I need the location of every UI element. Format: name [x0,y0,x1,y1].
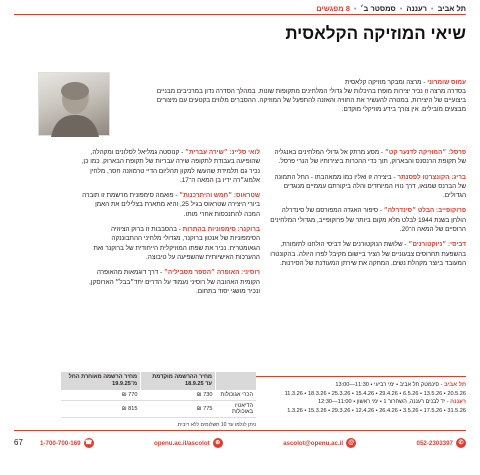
lecture-item: ברוקנר: סימפוניות בהתרות - בהסבבות זו ברוק הציוזיה הסימפוניות של אנטון ברוקנר, מגדולי מלחיני ההתבוננקה הגאומטרית. נכיר את שפתו המוזיקלית הייחודית של ברוקנר ואת ההערכות האישיותית שהשפיעה על טיבוצה. [93,226,260,261]
phone-contact[interactable] [417,438,466,448]
price-table [60,372,256,418]
lecture-item: רוסיני: האופרה ״הספר מסביליה״ - דרך דוגמאות מהאופרה הקומית האהובה של רוסיני נעמוד על הדרים יחד״בבל״ הארוסקן, ונכיר מושגי יסוד בתחום. [89,269,260,295]
website-link[interactable]: openu.ac.il/ascolot [154,439,210,447]
table-row: הכרי אגוכולות 730 ₪ 770 ₪ [61,390,257,401]
schedule-block [244,376,466,415]
website-contact[interactable] [154,438,223,448]
lecturer-name: עמוס שומרוני [427,79,466,86]
schedule-raanana: רעננה - יד לבנים רעננה, השחרור 1 • ימי ראשון • 11:00—12:30 [318,399,466,406]
whatsapp-icon: ✆ [456,438,466,448]
header-institution: תל אביב [437,3,466,13]
lecturer-role: - מרצה ומבקר מוזיקה קלאסית [345,79,428,86]
phone-number[interactable]: 052-2303397 [416,439,453,447]
phone-icon: ☎ [84,440,93,446]
lecture-item: לואי סליינ: ״שירה עברית״ - קנוסטה גמליאל לסלונים ומקהלה, שהופיעה בעבודת לתקופה שירה עבריות של תקופת הבארוק. כמו כן, נכיר גם תלמידת שהעשו למקון תהליום הדיי טרמוזנה חסר, מלחין אלמוג״רה ידיו בן המאה ה־17. [81,149,260,184]
email-address[interactable]: ascolot@openu.ac.il [283,439,344,447]
header-semester: סמסטר ב׳ [360,3,396,13]
lectures-column-left [80,148,260,302]
lecture-item: דביסי: ״ניוקטורנים״ - שלושת הנוקטורנים של דביסי הולחנו לתזמורת, בהשפעת תחרוסים צבעוניים של הציר ביישום מקיבל לפרו היולה. בהקונטרו המעובד ביוצר מקהלת נשים. המחקה את שירתן המעודנת של הסירנות. [270,241,466,267]
email-icon: @ [346,438,356,448]
email-contact[interactable] [283,438,356,448]
page-title: שיאי המוזיקה הקלאסית [285,24,466,43]
footer-divider [14,430,466,431]
header-divider [14,14,466,15]
call-center-contact[interactable] [40,438,94,448]
lecture-item: פרסל: ״המוזיקה לדנער קט״ - מסע מרתק אל גדולי המלחינים באנגליה של תקופת הרנסנס והבארוק, תוך כדי ההכרות ביצירותיו של הנרי פרסל. [274,149,466,166]
table-row: הדיאטיו באוכולות 775 ₪ 815 ₪ [61,401,257,418]
lecture-item: שטראוס: ״חמש והיתרכנות״ - פואמה סימפונית מרשמת זו תוברה ביורי היצירה שטראוס בגיל 25, והיא מתארת בצלילים את האמן המכה להתנכסות אחרי מותו. [82,192,260,218]
intro-paragraph [144,78,466,114]
schedule-tel-aviv: תל אביב - סינמטק תל אביב • ימי רביעי • 11:30—13:00 [335,382,466,388]
intro-text: בסדרה מרצה זו נכיר יצירות מופת בהיכלות של גדולי המלחינים מתקופות שונות. במהלך הסדרה נדון במרכיבים מבניים ביצועיים של היצירות, במטרה להעשיר את החוויה והאזנה להתפעל של המוזיקה. ההסברים מלווים בקטעים עם מיצורים מבצעים מובילים. אין צורך בידע מוזיקלי מוקדם. [156,88,466,113]
lecturer-photo [38,72,110,136]
globe-icon: ⊕ [213,438,223,448]
call-center-number[interactable]: 1-700-700-169 [40,439,81,447]
schedule-dates-a: 20.5.26 • 13.5.26 • 6.5.26 • 29.4.26 • 15.4.26 • 25.3.26 • 18.3.26 • 11.3.26 [284,390,466,397]
header-day: רעננה [406,3,427,13]
header-meetings: 8 מפגשים [316,3,350,13]
contact-footer [40,437,466,449]
running-header: תל אביב • רעננה • סמסטר ב׳ • 8 מפגשים [0,0,480,16]
lectures-column-right [266,148,466,274]
page-number: 67 [14,438,23,447]
price-note: ניתן לנלמו עד 10 תשלומים ללא ריבית. [176,422,256,428]
lecture-item: בריג: הקונצרטו לפסנתר - ביצירה זו ואליו כמו ממאהבתו - החל התמונה של הברנס שמנאו, דרך נוויו המיוחדים והלה ביקורתם עממיים מנוגדים הגדולים. [274,173,466,200]
lecture-item: פרוקופייב: הבלט ״סינדרלה״ - סיפור האגדה המפורסם של סינדרלה הולחן בשנת 1944 לבלט מלא מקום ביותר של פרוקופייב, מגדולי המלחינים הרוסיים של המאה ה־20. [270,207,466,234]
price-table-header: מחיר ההרשמה מוקדמת עד 18.9.25 מחיר הרשמה מאוחרת החל מ־19.9.25 [61,372,257,390]
schedule-dates-b: 31.5.26 • 17.5.26 • 3.5.26 • 26.4.26 • 12.4.26 • 29.3.26 • 15.3.26 • 1.3.26 [287,407,466,414]
